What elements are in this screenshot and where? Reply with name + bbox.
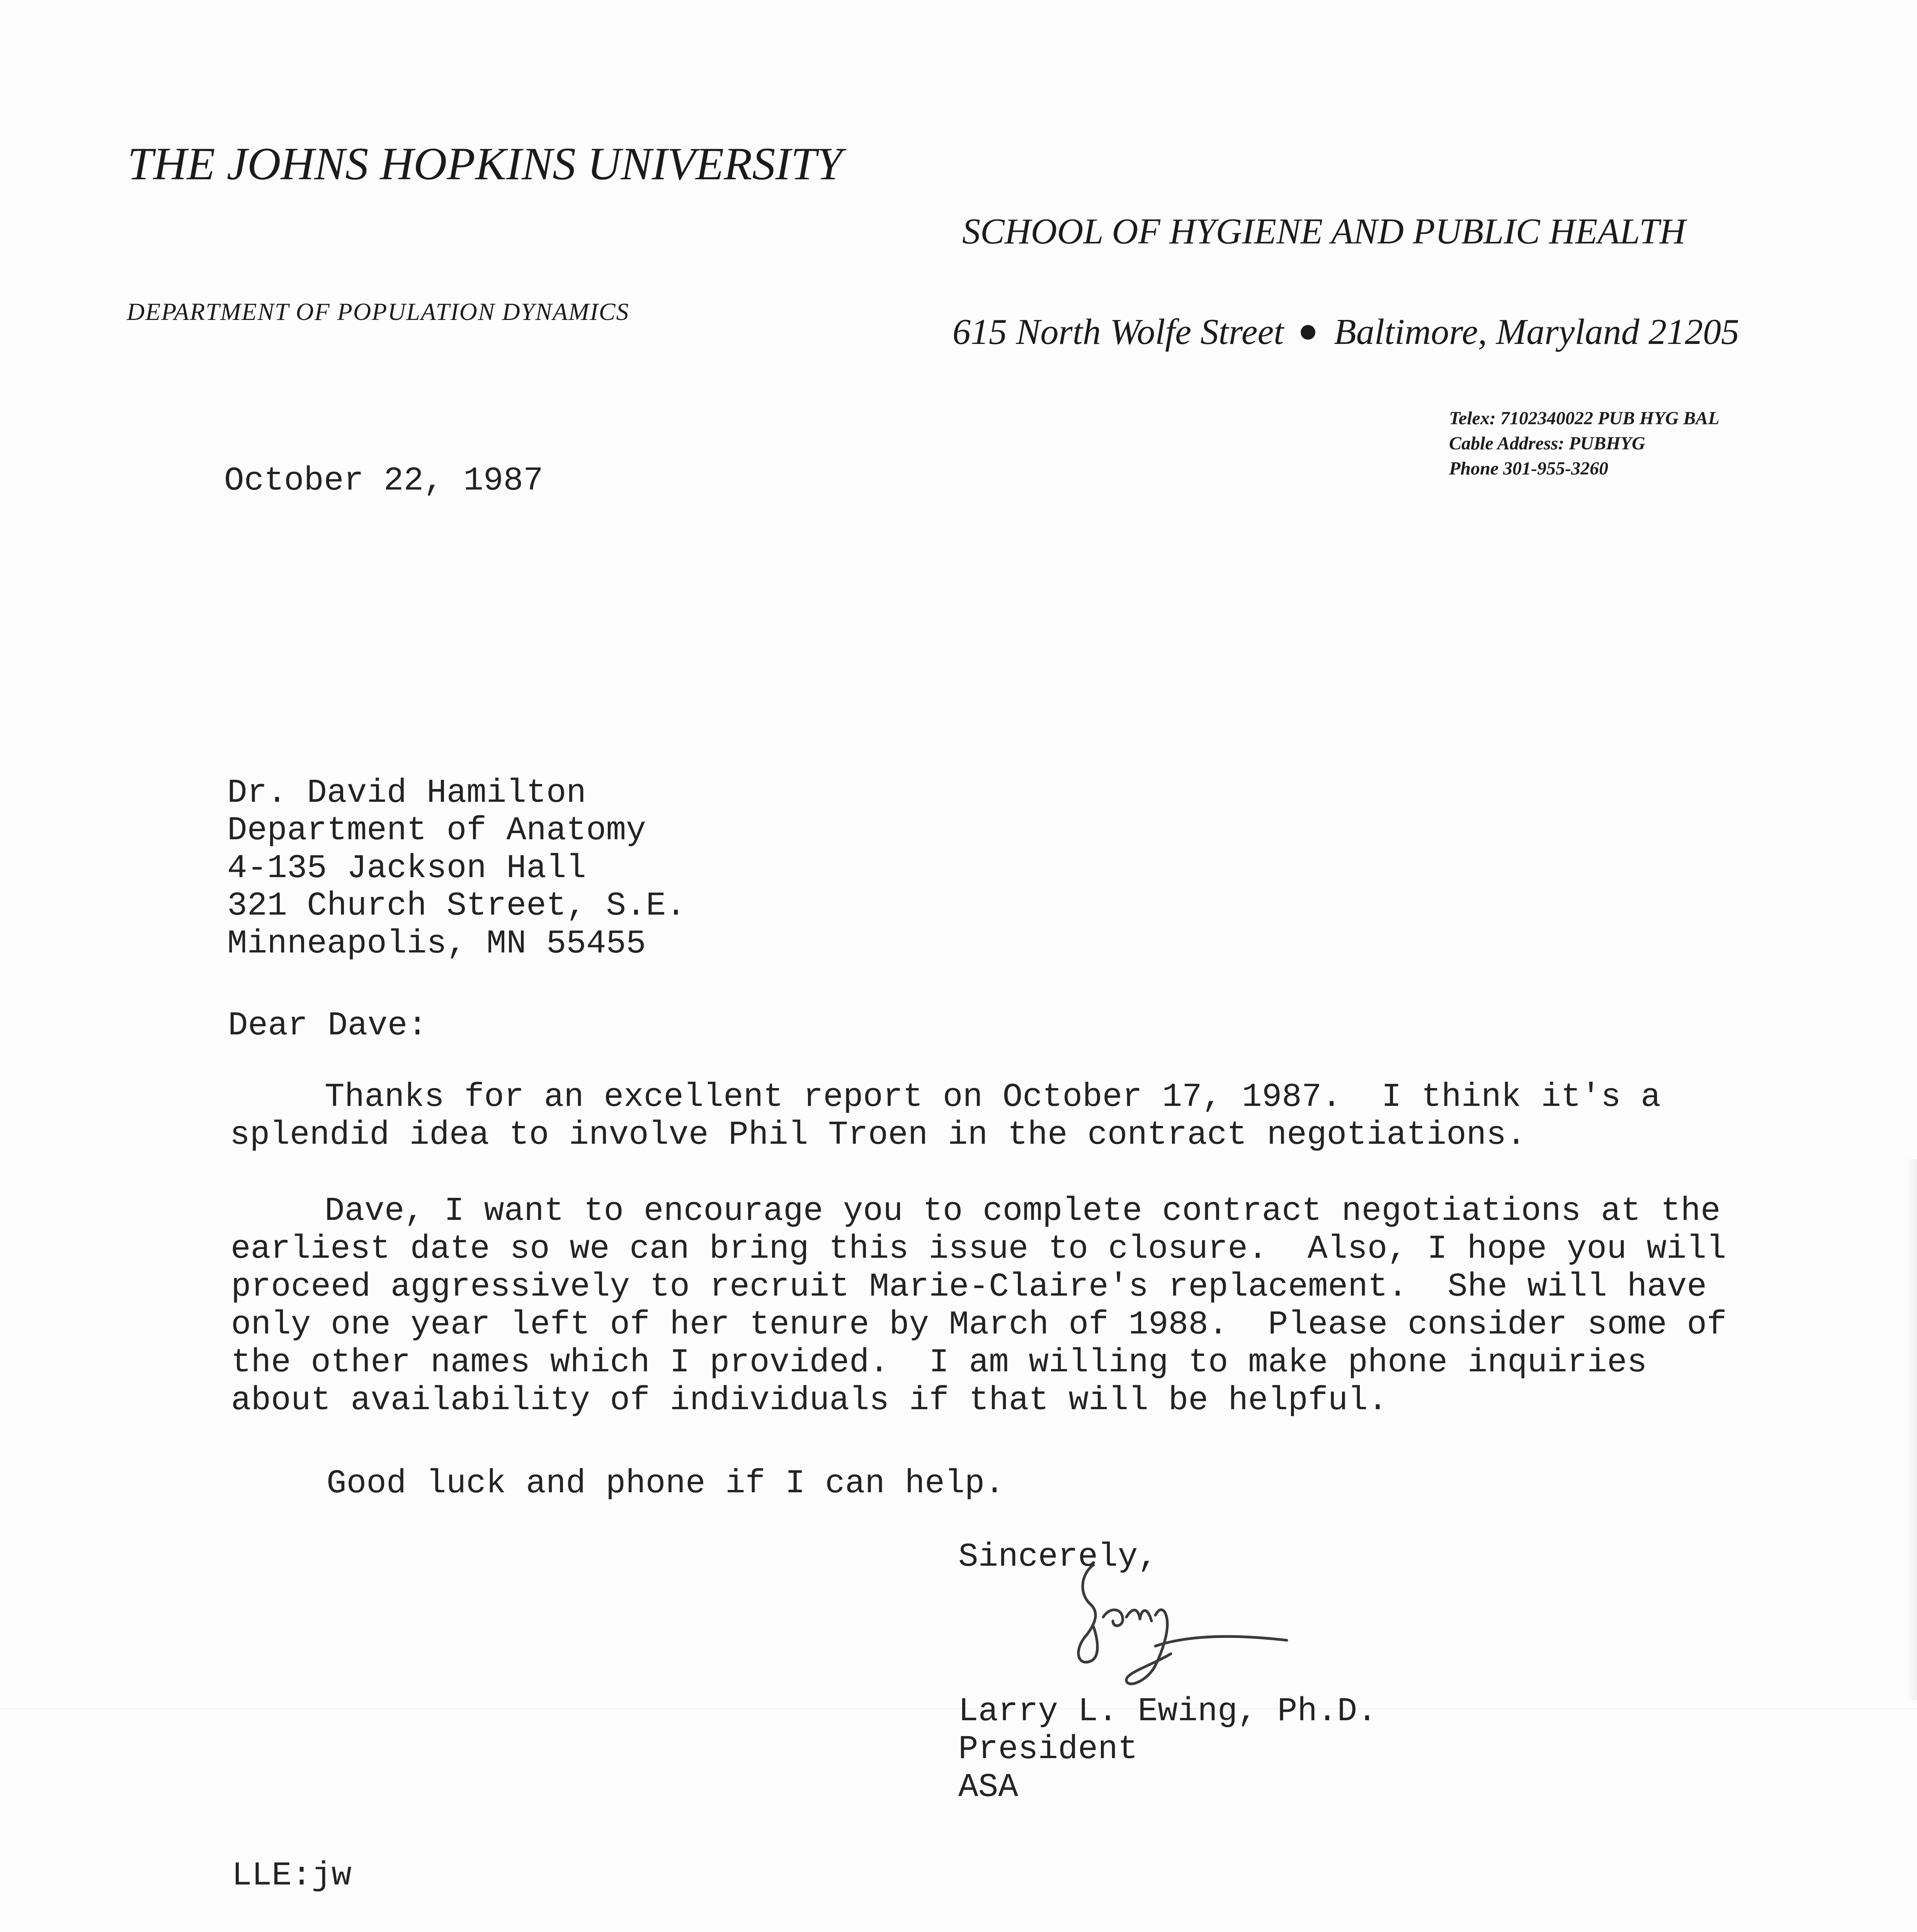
signer-name: Larry L. Ewing, Ph.D. <box>958 1692 1377 1730</box>
body-line: Dave, I want to encourage you to complete contract negotiations at the <box>325 1192 1721 1230</box>
signer-title: President <box>958 1730 1138 1768</box>
handwritten-signature <box>1036 1549 1306 1712</box>
body-line: Thanks for an excellent report on October 17, 1987. I think it's a <box>325 1078 1661 1116</box>
recipient-line: 321 Church Street, S.E. <box>227 887 686 925</box>
bullet-icon <box>1301 325 1315 340</box>
page-fold <box>0 1708 1917 1709</box>
university-name: THE JOHNS HOPKINS UNIVERSITY <box>128 138 842 189</box>
address-city: Baltimore, Maryland 21205 <box>1334 312 1739 352</box>
address-street: 615 North Wolfe Street <box>953 312 1284 352</box>
recipient-line: 4-135 Jackson Hall <box>227 849 586 887</box>
recipient-line: Minneapolis, MN 55455 <box>227 925 646 963</box>
letterhead-address <box>953 311 1739 353</box>
body-line: earliest date so we can bring this issue to closure. Also, I hope you will <box>231 1230 1726 1268</box>
body-line: the other names which I provided. I am willing to make phone inquiries <box>231 1344 1647 1381</box>
letter-date: October 22, 1987 <box>224 462 543 500</box>
recipient-line: Dr. David Hamilton <box>227 774 586 812</box>
salutation: Dear Dave: <box>228 1007 428 1044</box>
recipient-line: Department of Anatomy <box>227 811 646 849</box>
school-name: SCHOOL OF HYGIENE AND PUBLIC HEALTH <box>962 211 1686 252</box>
body-line: splendid idea to involve Phil Troen in the contract negotiations. <box>230 1116 1526 1154</box>
closing: Sincerely, <box>958 1538 1158 1576</box>
body-line: Good luck and phone if I can help. <box>327 1464 1005 1502</box>
cable-address-line: Cable Address: PUBHYG <box>1449 433 1645 454</box>
body-line: only one year left of her tenure by March of 1988. Please consider some of <box>231 1306 1727 1344</box>
department-name: DEPARTMENT OF POPULATION DYNAMICS <box>127 298 629 325</box>
scan-shadow <box>1905 1159 1917 1700</box>
signer-organization: ASA <box>958 1768 1018 1806</box>
telex-line: Telex: 7102340022 PUB HYG BAL <box>1449 408 1720 429</box>
reference-initials: LLE:jw <box>232 1857 352 1895</box>
body-line: about availability of individuals if that will be helpful. <box>231 1381 1388 1419</box>
phone-line: Phone 301-955-3260 <box>1449 458 1608 479</box>
body-line: proceed aggressively to recruit Marie-Claire's replacement. She will have <box>231 1268 1707 1306</box>
